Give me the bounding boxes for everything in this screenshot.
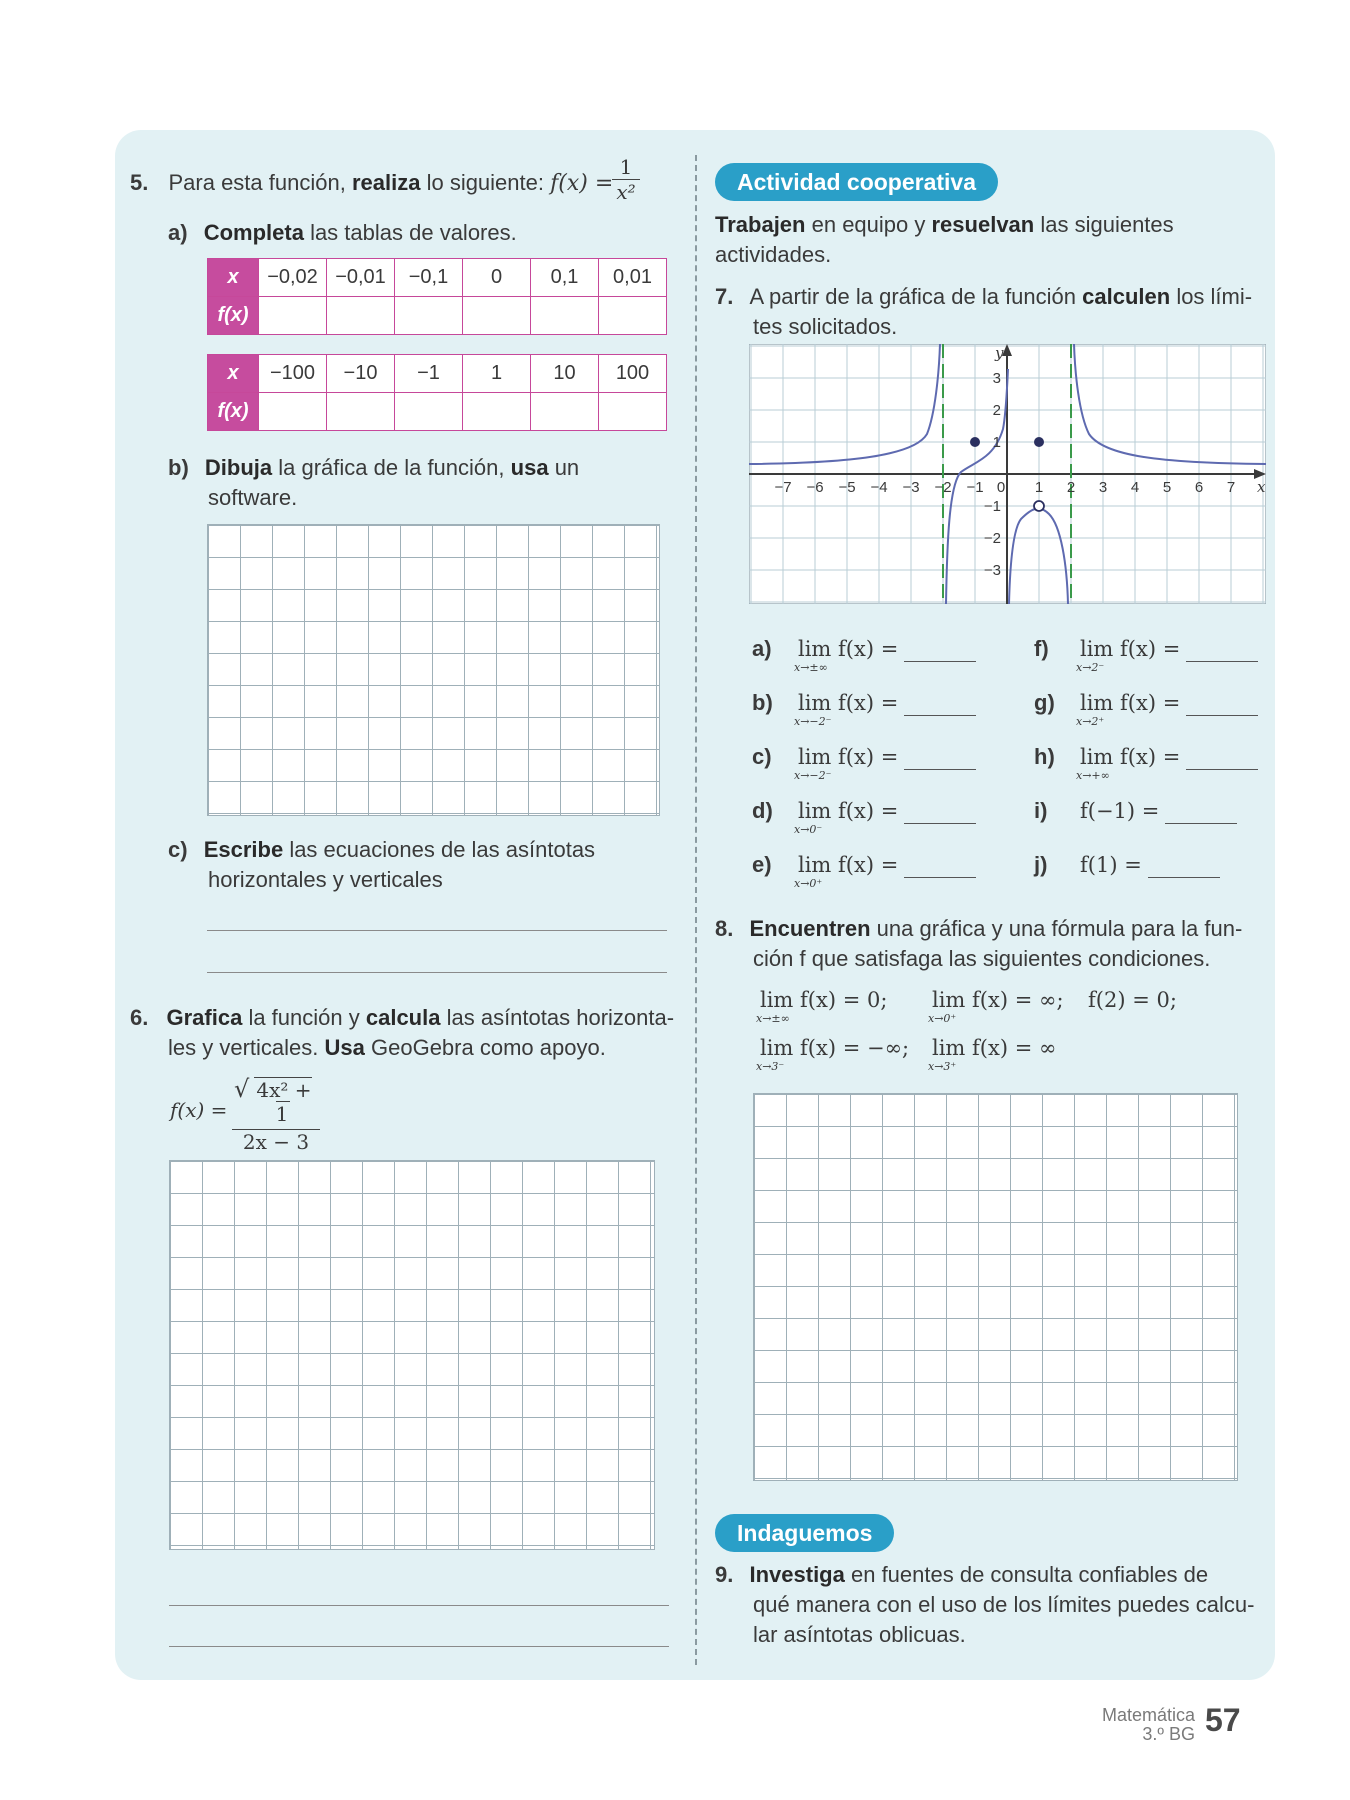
exercise-6-statement (130, 1003, 680, 1063)
keyword: Investiga (749, 1562, 845, 1587)
denominator: x² (612, 179, 640, 204)
condition-subscript: x→±∞ (756, 1012, 790, 1025)
text: en fuentes de consulta confiables de (850, 1562, 1209, 1587)
x-tick-label: 1 (1034, 479, 1044, 496)
radicand: 4x² + 1 (256, 1078, 312, 1126)
text: los lími- (1176, 284, 1253, 309)
text: software. (208, 485, 298, 510)
table-cell: 1 (463, 355, 531, 393)
table-cell: −0,02 (259, 259, 327, 297)
limit-subscript: x→±∞ (794, 661, 828, 674)
answer-cell[interactable] (395, 297, 463, 335)
condition-item (1088, 988, 1177, 1013)
part-letter: a) (168, 220, 188, 245)
answer-line[interactable] (207, 972, 667, 973)
keyword: calculen (1082, 284, 1171, 309)
answer-cell[interactable] (463, 393, 531, 431)
limit-expression: lim f(x) = x→0⁻ (794, 799, 899, 836)
keyword: resuelvan (931, 212, 1035, 237)
limit-item (752, 744, 976, 782)
sqrt-symbol: √ (234, 1075, 250, 1103)
limit-item (752, 852, 976, 890)
y-tick-label: −3 (983, 562, 1001, 579)
limit-expression: lim f(x) = x→−2⁻ (794, 745, 899, 782)
limit-subscript: x→−2⁻ (794, 769, 832, 782)
limit-expression: lim f(x) = x→2⁺ (1076, 691, 1181, 728)
limit-item (752, 798, 976, 836)
table-cell: −1 (395, 355, 463, 393)
answer-line[interactable] (207, 930, 667, 931)
table-cell: 0 (463, 259, 531, 297)
x-tick-label: −2 (934, 479, 952, 496)
table-cell: −0,1 (395, 259, 463, 297)
keyword: Completa (203, 220, 304, 245)
condition-expression: lim f(x) = 0; x→±∞ (756, 988, 888, 1025)
limit-subscript: x→0⁻ (794, 823, 823, 836)
limit-expression: lim f(x) = x→2⁻ (1076, 637, 1181, 674)
text: una gráfica y una fórmula para la fun- (876, 916, 1243, 941)
footer-grade: 3.º BG (1142, 1724, 1195, 1744)
limit-item (1034, 798, 1237, 824)
y-tick-label: 2 (992, 402, 1001, 419)
text: actividades. (715, 242, 832, 267)
limit-expression: lim f(x) = x→−2⁻ (794, 691, 899, 728)
condition-item (756, 988, 888, 1025)
footer-subject: Matemática (1101, 1705, 1195, 1725)
open-point (1034, 501, 1044, 511)
table-x-header: x (208, 259, 259, 297)
answer-cell[interactable] (259, 393, 327, 431)
text: Para esta función, (168, 170, 346, 195)
answer-blank[interactable] (1186, 715, 1258, 716)
formula-6-lhs: f(x) = (170, 1098, 228, 1122)
values-table-1 (207, 258, 667, 335)
table-fx-header: f(x) (208, 393, 259, 431)
condition-expression: f(2) = 0; (1088, 988, 1177, 1012)
text: la gráfica de la función, (278, 455, 505, 480)
answer-blank[interactable] (1148, 877, 1220, 878)
x-tick-label: −1 (966, 479, 984, 496)
filled-point (1034, 437, 1044, 447)
condition-expression: lim f(x) = −∞; x→3⁻ (756, 1036, 910, 1073)
x-axis-label: x (1257, 478, 1266, 496)
limit-letter: h) (1034, 744, 1055, 769)
filled-point (970, 437, 980, 447)
condition-expression: lim f(x) = ∞; x→0⁺ (928, 988, 1064, 1025)
text: las asíntotas horizonta- (446, 1005, 675, 1030)
keyword: Usa (324, 1035, 365, 1060)
table-cell: 0,01 (599, 259, 667, 297)
text: GeoGebra como apoyo. (371, 1035, 606, 1060)
limit-letter: d) (752, 798, 773, 823)
answer-blank[interactable] (904, 877, 976, 878)
exercise-5-statement (130, 168, 613, 199)
x-tick-label: −4 (870, 479, 888, 496)
exercise-9-statement (715, 1560, 1260, 1650)
table-x-header: x (208, 355, 259, 393)
limit-letter: i) (1034, 798, 1048, 823)
answer-blank[interactable] (904, 715, 976, 716)
condition-item (928, 988, 1064, 1025)
table-cell: 0,1 (531, 259, 599, 297)
answer-line[interactable] (169, 1646, 669, 1647)
condition-expression: lim f(x) = ∞ x→3⁺ (928, 1036, 1057, 1073)
limit-expression: f(1) = (1080, 853, 1142, 877)
limit-item (1034, 852, 1220, 878)
text: ción f que satisfaga las siguientes condiciones. (753, 946, 1211, 971)
limit-letter: g) (1034, 690, 1055, 715)
text: las ecuaciones de las asíntotas (289, 837, 596, 862)
keyword: usa (510, 455, 549, 480)
text: lo siguiente: (426, 170, 544, 195)
y-tick-label: 3 (992, 370, 1001, 387)
answer-blank[interactable] (904, 661, 976, 662)
numerator (232, 1075, 320, 1126)
formula-lhs: f(x) = (550, 171, 614, 196)
x-tick-label: −7 (774, 479, 792, 496)
limit-item (1034, 636, 1258, 674)
limit-item (752, 690, 976, 728)
keyword: realiza (351, 170, 421, 195)
part-5b (168, 453, 638, 513)
exercise-number: 8. (715, 916, 734, 941)
answer-line[interactable] (169, 1605, 669, 1606)
x-tick-label: 7 (1226, 479, 1236, 496)
condition-item (928, 1036, 1057, 1073)
text: la función y (248, 1005, 360, 1030)
keyword: Escribe (203, 837, 284, 862)
answer-cell[interactable] (599, 393, 667, 431)
footer-subject-block (1040, 1706, 1195, 1744)
text: qué manera con el uso de los límites puedes calcu- (753, 1592, 1255, 1617)
x-tick-label: −5 (838, 479, 856, 496)
exercise-number: 5. (130, 170, 149, 195)
exercise-8-statement (715, 914, 1265, 974)
answer-cell[interactable] (327, 297, 395, 335)
x-tick-labels (774, 479, 1235, 496)
limit-subscript: x→0⁺ (794, 877, 823, 890)
limit-letter: e) (752, 852, 772, 877)
limit-letter: b) (752, 690, 773, 715)
answer-cell[interactable] (259, 297, 327, 335)
y-tick-label: −1 (983, 498, 1001, 515)
y-tick-label: −2 (983, 530, 1001, 547)
y-tick-label: 1 (992, 434, 1001, 451)
drawing-grid-5b[interactable] (207, 524, 660, 816)
cooperative-activity-badge: Actividad cooperativa (715, 163, 998, 201)
text: les y verticales. (168, 1035, 319, 1060)
text: tes solicitados. (753, 314, 898, 339)
text: en equipo y (811, 212, 926, 237)
x-tick-label: −6 (806, 479, 824, 496)
fraction-6 (232, 1075, 320, 1154)
table-cell: −100 (259, 355, 327, 393)
limit-item (1034, 744, 1258, 782)
function-graph (749, 344, 1266, 604)
answer-cell[interactable] (395, 393, 463, 431)
answer-cell[interactable] (463, 297, 531, 335)
limit-letter: f) (1034, 636, 1049, 661)
keyword: Trabajen (715, 212, 806, 237)
table-cell: −0,01 (327, 259, 395, 297)
exercise-number: 7. (715, 284, 734, 309)
answer-blank[interactable] (904, 769, 976, 770)
table-cell: 10 (531, 355, 599, 393)
text: lar asíntotas oblicuas. (753, 1622, 966, 1647)
x-tick-label: 4 (1130, 479, 1140, 496)
limit-item (1034, 690, 1258, 728)
drawing-grid-6[interactable] (169, 1160, 655, 1550)
answer-blank[interactable] (1186, 769, 1258, 770)
limit-expression: lim f(x) = x→+∞ (1076, 745, 1181, 782)
part-5a (168, 218, 517, 248)
page-number: 57 (1205, 1702, 1241, 1738)
part-letter: b) (168, 455, 189, 480)
table-fx-header: f(x) (208, 297, 259, 335)
drawing-grid-8[interactable] (753, 1093, 1238, 1481)
answer-cell[interactable] (327, 393, 395, 431)
answer-blank[interactable] (1165, 823, 1237, 824)
x-tick-label: 2 (1066, 479, 1076, 496)
part-5c (168, 835, 638, 895)
y-axis-label: y (995, 344, 1004, 362)
exercise-number: 6. (130, 1005, 149, 1030)
answer-blank[interactable] (904, 823, 976, 824)
answer-cell[interactable] (599, 297, 667, 335)
condition-subscript: x→3⁻ (756, 1060, 785, 1073)
x-tick-label: −3 (902, 479, 920, 496)
values-table-2 (207, 354, 667, 431)
limit-expression: lim f(x) = x→±∞ (794, 637, 899, 674)
limit-expression: f(−1) = (1080, 799, 1160, 823)
limit-subscript: x→2⁺ (1076, 715, 1105, 728)
text: las tablas de valores. (310, 220, 517, 245)
exercise-7-statement (715, 282, 1265, 342)
answer-cell[interactable] (531, 393, 599, 431)
table-cell: 100 (599, 355, 667, 393)
keyword: Dibuja (204, 455, 273, 480)
exercise-number: 9. (715, 1562, 734, 1587)
answer-cell[interactable] (531, 297, 599, 335)
text: horizontales y verticales (208, 867, 443, 892)
x-tick-label: 5 (1162, 479, 1172, 496)
text: A partir de la gráfica de la función (749, 284, 1077, 309)
text: un (554, 455, 580, 480)
fraction-5 (612, 155, 640, 204)
limit-item (752, 636, 976, 674)
x-tick-label: 3 (1098, 479, 1108, 496)
indaguemos-badge: Indaguemos (715, 1514, 894, 1552)
condition-subscript: x→3⁺ (928, 1060, 957, 1073)
part-letter: c) (168, 837, 188, 862)
limit-subscript: x→−2⁻ (794, 715, 832, 728)
column-divider (695, 155, 697, 1665)
numerator: 1 (619, 155, 633, 179)
keyword: Grafica (166, 1005, 243, 1030)
coop-instructions (715, 210, 1195, 270)
condition-subscript: x→0⁺ (928, 1012, 957, 1025)
denominator: 2x − 3 (232, 1129, 320, 1154)
limit-subscript: x→+∞ (1076, 769, 1110, 782)
x-tick-label: 6 (1194, 479, 1204, 496)
limit-subscript: x→2⁻ (1076, 661, 1105, 674)
limit-letter: a) (752, 636, 772, 661)
answer-blank[interactable] (1186, 661, 1258, 662)
x-tick-label: 0 (996, 479, 1006, 496)
keyword: calcula (365, 1005, 441, 1030)
keyword: Encuentren (749, 916, 871, 941)
condition-item (756, 1036, 910, 1073)
limit-letter: j) (1034, 852, 1048, 877)
limit-letter: c) (752, 744, 772, 769)
text: las siguientes (1040, 212, 1174, 237)
limit-expression: lim f(x) = x→0⁺ (794, 853, 899, 890)
table-cell: −10 (327, 355, 395, 393)
